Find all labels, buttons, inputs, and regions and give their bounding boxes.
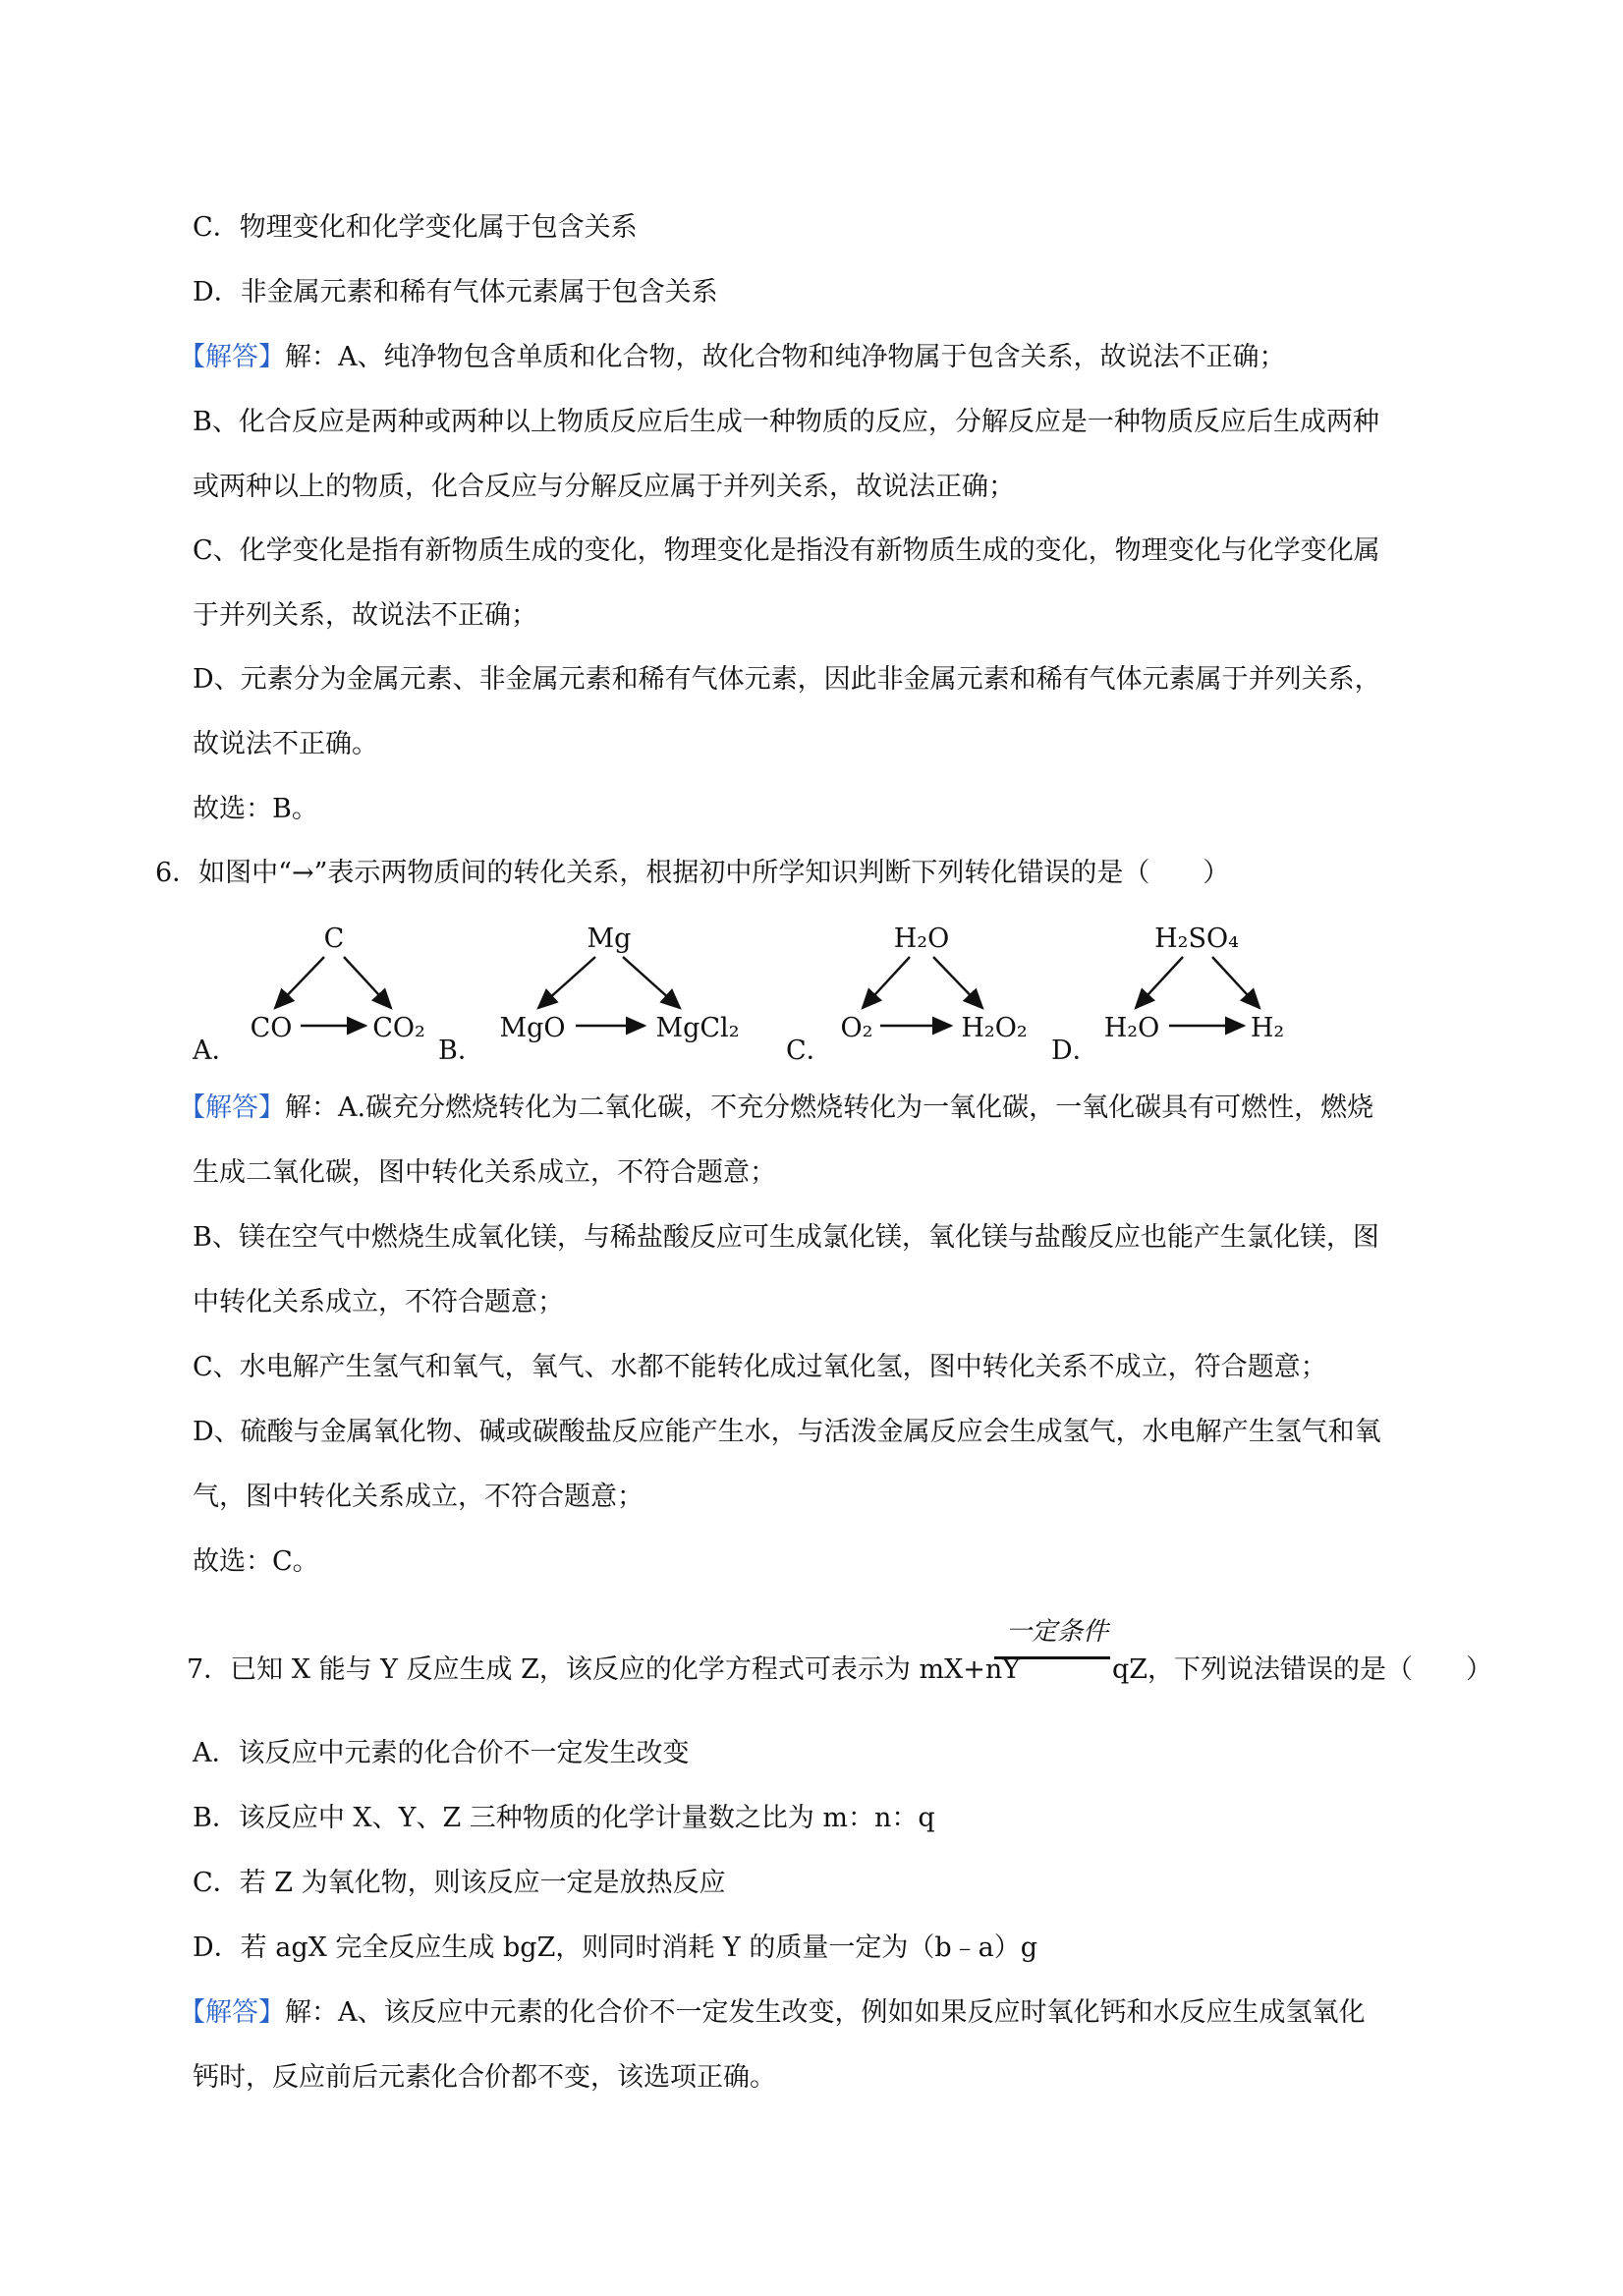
q6-answer-tag: 【解答】 bbox=[179, 1092, 285, 1123]
q7-option-d: D．若 agX 完全反应生成 bgZ，则同时消耗 Y 的质量一定为（b﹣a）g bbox=[193, 1932, 1037, 1963]
q6-diagram-c bbox=[835, 914, 1032, 1061]
diagram-c-top: H₂O bbox=[893, 924, 950, 954]
diagram-c-left: O₂ bbox=[840, 1013, 873, 1043]
q6-option-b-letter: B． bbox=[438, 1036, 484, 1066]
diagram-a-left: CO bbox=[250, 1013, 293, 1043]
arrow-icon bbox=[344, 957, 391, 1008]
q6-answer-line-6: D、硫酸与金属氧化物、碱或碳酸盐反应能产生水，与活泼金属反应会生成氢气，水电解产生氢气和氧 bbox=[193, 1417, 1381, 1447]
q6-choice: 故选：C。 bbox=[193, 1546, 319, 1577]
arrow-icon bbox=[275, 957, 324, 1008]
q5-answer-line-7: 故说法不正确。 bbox=[193, 729, 378, 759]
arrow-icon bbox=[623, 957, 680, 1008]
q5-answer-line-5: 于并列关系，故说法不正确； bbox=[193, 600, 537, 631]
q6-stem: 6．如图中“→”表示两物质间的转化关系，根据初中所学知识判断下列转化错误的是（ ） bbox=[155, 858, 1230, 888]
reaction-arrow-line bbox=[994, 1656, 1110, 1659]
arrow-icon bbox=[863, 957, 910, 1008]
q7-answer-text-1: 解：A、该反应中元素的化合价不一定发生改变，例如如果反应时氧化钙和水反应生成氢氧化 bbox=[285, 1997, 1366, 2028]
q7-stem-part-1: 7．已知 X 能与 Y 反应生成 Z，该反应的化学方程式可表示为 mX+nY bbox=[187, 1654, 1021, 1685]
arrow-icon bbox=[1136, 957, 1183, 1008]
q5-answer-line-1 bbox=[179, 340, 1286, 375]
q6-answer-line-2: 生成二氧化碳，图中转化关系成立，不符合题意； bbox=[193, 1157, 776, 1188]
reaction-condition-label: 一定条件 bbox=[1006, 1617, 1109, 1647]
q6-option-c-letter: C． bbox=[786, 1036, 833, 1066]
q6-answer-line-5: C、水电解产生氢气和氧气，氧气、水都不能转化成过氧化氢，图中转化关系不成立，符合题意； bbox=[193, 1352, 1327, 1382]
q7-answer-tag: 【解答】 bbox=[179, 1997, 285, 2028]
q6-answer-line-7: 气，图中转化关系成立，不符合题意； bbox=[193, 1482, 644, 1512]
q5-answer-text-1: 解：A、纯净物包含单质和化合物，故化合物和纯净物属于包含关系，故说法不正确； bbox=[285, 342, 1286, 372]
diagram-a-top: C bbox=[323, 924, 345, 954]
q5-answer-line-2: B、化合反应是两种或两种以上物质反应后生成一种物质的反应，分解反应是一种物质反应后生成两种 bbox=[193, 407, 1379, 437]
q5-choice: 故选：B。 bbox=[193, 794, 318, 824]
q5-answer-line-4: C、化学变化是指有新物质生成的变化，物理变化是指没有新物质生成的变化，物理变化与化学变化属 bbox=[193, 535, 1380, 566]
diagram-d-left: H₂O bbox=[1103, 1013, 1160, 1043]
diagram-d-right: H₂ bbox=[1250, 1013, 1285, 1043]
diagram-b-left: MgO bbox=[499, 1013, 566, 1043]
q7-stem-part-2: qZ，下列说法错误的是（ ） bbox=[1112, 1654, 1493, 1685]
diagram-d-top: H₂SO₄ bbox=[1154, 924, 1239, 954]
q5-option-d: D．非金属元素和稀有气体元素属于包含关系 bbox=[193, 277, 718, 308]
q7-option-b: B．该反应中 X、Y、Z 三种物质的化学计量数之比为 m：n：q bbox=[193, 1803, 935, 1833]
q6-option-a-letter: A． bbox=[193, 1036, 239, 1066]
q6-diagram-d bbox=[1098, 914, 1295, 1061]
q5-option-c: C．物理变化和化学变化属于包含关系 bbox=[193, 212, 638, 243]
reaction-condition bbox=[994, 1611, 1112, 1670]
q7-answer-line-2: 钙时，反应前后元素化合价都不变，该选项正确。 bbox=[193, 2062, 776, 2093]
q6-option-d-letter: D． bbox=[1051, 1036, 1099, 1066]
q7-option-c: C．若 Z 为氧化物，则该反应一定是放热反应 bbox=[193, 1868, 726, 1898]
q7-option-a: A．该反应中元素的化合价不一定发生改变 bbox=[193, 1738, 690, 1768]
q6-diagram-b bbox=[489, 914, 755, 1061]
q6-answer-line-1 bbox=[179, 1091, 1373, 1126]
diagram-b-top: Mg bbox=[587, 924, 632, 954]
diagram-b-right: MgCl₂ bbox=[655, 1013, 740, 1043]
q7-answer-line-1 bbox=[179, 1995, 1366, 2031]
diagram-a-right: CO₂ bbox=[372, 1013, 425, 1043]
q5-answer-line-3: 或两种以上的物质，化合反应与分解反应属于并列关系，故说法正确； bbox=[193, 472, 1015, 502]
arrow-icon bbox=[1212, 957, 1259, 1008]
diagram-c-right: H₂O₂ bbox=[961, 1013, 1028, 1043]
arrow-icon bbox=[933, 957, 982, 1008]
q6-answer-line-4: 中转化关系成立，不符合题意； bbox=[193, 1287, 564, 1317]
q6-diagram-a bbox=[244, 914, 430, 1061]
q5-answer-line-6: D、元素分为金属元素、非金属元素和稀有气体元素，因此非金属元素和稀有气体元素属于并列关系， bbox=[193, 664, 1381, 695]
q5-answer-tag: 【解答】 bbox=[179, 342, 285, 372]
q6-answer-text-1: 解：A.碳充分燃烧转化为二氧化碳，不充分燃烧转化为一氧化碳，一氧化碳具有可燃性，燃烧 bbox=[285, 1092, 1374, 1123]
q6-answer-line-3: B、镁在空气中燃烧生成氧化镁，与稀盐酸反应可生成氯化镁，氧化镁与盐酸反应也能产生氯化镁，图 bbox=[193, 1222, 1379, 1253]
arrow-icon bbox=[538, 957, 595, 1008]
